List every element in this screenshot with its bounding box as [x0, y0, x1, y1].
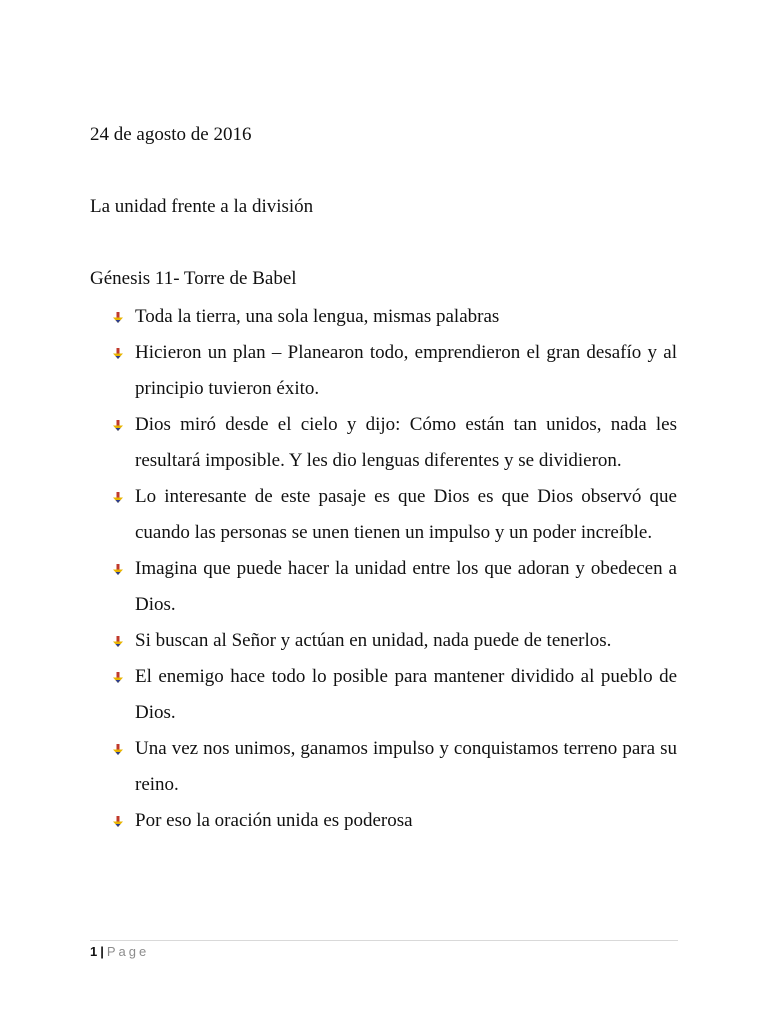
arrow-down-icon: [113, 636, 123, 648]
footer-separator: |: [100, 944, 104, 959]
passage-heading: Génesis 11- Torre de Babel: [90, 268, 297, 289]
bullet-list: [113, 299, 677, 839]
page-label: Page: [106, 944, 150, 959]
list-item: [113, 623, 677, 659]
list-item: [113, 299, 677, 335]
arrow-down-icon: [113, 492, 123, 504]
bullet-text: Hicieron un plan – Planearon todo, emprendieron el gran desafío y al principio tuvieron éxito.: [135, 342, 677, 399]
arrow-down-icon: [113, 348, 123, 360]
list-item: [113, 479, 677, 551]
bullet-text: Lo interesante de este pasaje es que Dios es que Dios observó que cuando las personas se unen tienen un impulso y un poder increíble.: [135, 486, 677, 543]
bullet-text: Toda la tierra, una sola lengua, mismas palabras: [135, 306, 500, 327]
list-item: [113, 335, 677, 407]
arrow-down-icon: [113, 564, 123, 576]
bullet-text: Por eso la oración unida es poderosa: [135, 810, 413, 831]
bullet-text: Imagina que puede hacer la unidad entre los que adoran y obedecen a Dios.: [135, 558, 677, 615]
document-date: 24 de agosto de 2016: [90, 124, 252, 145]
list-item: [113, 551, 677, 623]
document-subtitle: La unidad frente a la división: [90, 196, 314, 217]
page-number: 1: [90, 944, 98, 959]
bullet-text: Dios miró desde el cielo y dijo: Cómo están tan unidos, nada les resultará imposible. Y les dio lenguas diferentes y se dividieron.: [135, 414, 677, 471]
arrow-down-icon: [113, 672, 123, 684]
bullet-text: Si buscan al Señor y actúan en unidad, nada puede de tenerlos.: [135, 630, 612, 651]
arrow-down-icon: [113, 744, 123, 756]
list-item: [113, 731, 677, 803]
footer-divider: [90, 940, 678, 941]
list-item: [113, 803, 677, 839]
arrow-down-icon: [113, 816, 123, 828]
list-item: [113, 407, 677, 479]
arrow-down-icon: [113, 420, 123, 432]
page-footer: [90, 944, 149, 960]
list-item: [113, 659, 677, 731]
arrow-down-icon: [113, 312, 123, 324]
bullet-text: Una vez nos unimos, ganamos impulso y conquistamos terreno para su reino.: [135, 738, 677, 795]
bullet-text: El enemigo hace todo lo posible para mantener dividido al pueblo de Dios.: [135, 666, 677, 723]
